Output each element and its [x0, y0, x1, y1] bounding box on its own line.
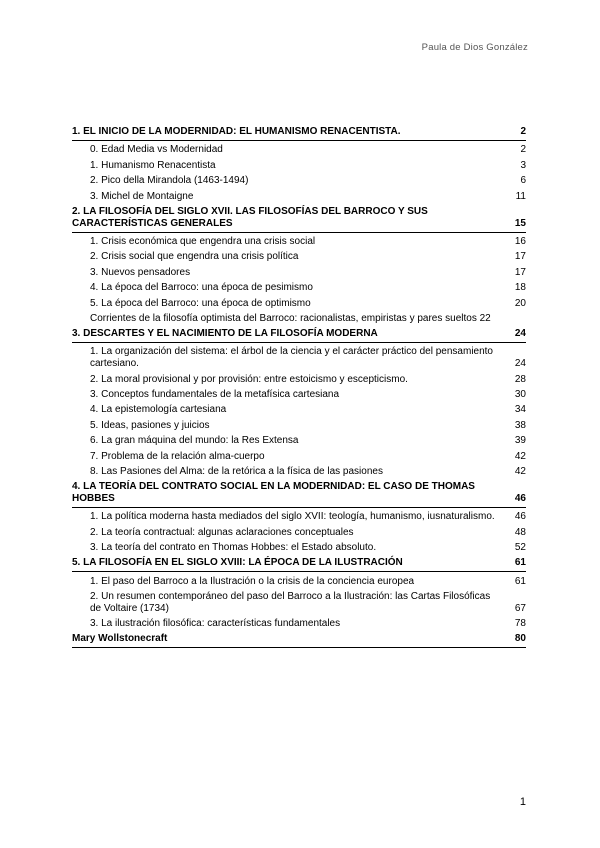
- toc-section-entry[interactable]: [72, 144, 526, 156]
- toc-entry-page: 42: [514, 450, 526, 462]
- toc-entry-title: 4. La epistemología cartesiana: [90, 404, 227, 416]
- toc-entry-page: 16: [514, 235, 526, 247]
- toc-chapter-entry[interactable]: [72, 557, 526, 569]
- toc-section-entry[interactable]: [72, 175, 526, 187]
- toc-entry-title: 2. La moral provisional y por provisión: entre estoicismo y escepticismo.: [90, 373, 408, 385]
- toc-section-entry[interactable]: [72, 298, 526, 310]
- toc-entry-page: 61: [514, 575, 526, 587]
- toc-entry-title: 0. Edad Media vs Modernidad: [90, 144, 223, 156]
- toc-chapter-entry[interactable]: [72, 481, 526, 505]
- toc-section-entry[interactable]: [72, 267, 526, 279]
- toc-entry-title: 7. Problema de la relación alma-cuerpo: [90, 450, 265, 462]
- toc-section-entry[interactable]: [72, 374, 526, 386]
- toc-entry-page: 24: [514, 327, 526, 339]
- toc-entry-page: 6: [520, 175, 526, 187]
- toc-entry-title: 3. Conceptos fundamentales de la metafísica cartesiana: [90, 389, 340, 401]
- toc-entry-title: 5. Ideas, pasiones y juicios: [90, 419, 210, 431]
- toc-entry-title: 2. Crisis social que engendra una crisis política: [90, 251, 299, 263]
- chapter-divider: [72, 342, 526, 343]
- toc-entry-title: 8. Las Pasiones del Alma: de la retórica a la física de las pasiones: [90, 466, 383, 478]
- running-header: Paula de Dios González: [421, 42, 528, 53]
- toc-entry-page: 2: [520, 126, 526, 137]
- toc-section-entry[interactable]: [72, 236, 526, 248]
- toc-entry-page: 30: [514, 389, 526, 401]
- toc-entry-title: Mary Wollstonecraft: [72, 633, 168, 645]
- toc-section-entry[interactable]: [72, 251, 526, 263]
- toc-entry-title: 3. Nuevos pensadores: [90, 266, 191, 278]
- toc-entry-page: 2: [520, 144, 526, 156]
- toc-entry-page: 39: [514, 435, 526, 447]
- toc-section-entry[interactable]: [72, 160, 526, 172]
- toc-section-entry[interactable]: [72, 466, 526, 478]
- toc-entry-page: 15: [514, 217, 526, 229]
- toc-chapter-entry[interactable]: [72, 126, 526, 138]
- toc-entry-page: 24: [514, 358, 526, 370]
- toc-entry-title: 4. La época del Barroco: una época de pesimismo: [90, 282, 313, 294]
- chapter-divider: [72, 232, 526, 233]
- toc-entry-page: 34: [514, 404, 526, 416]
- toc-entry-page: 61: [514, 557, 526, 569]
- toc-entry-title: 1. Crisis económica que engendra una crisis social: [90, 235, 316, 247]
- toc-section-entry[interactable]: [72, 618, 526, 630]
- toc-entry-page: 78: [514, 618, 526, 630]
- toc-entry-title: 1. La política moderna hasta mediados del siglo XVII: teología, humanismo, iusnaturalismo.: [90, 511, 495, 523]
- toc-entry-title: 1. EL INICIO DE LA MODERNIDAD: EL HUMANISMO RENACENTISTA.: [72, 126, 401, 137]
- toc-entry-title: 3. Michel de Montaigne: [90, 190, 194, 202]
- toc-section-entry[interactable]: [72, 576, 526, 588]
- toc-entry-title: 2. Un resumen contemporáneo del paso del Barroco a la Ilustración: las Cartas Filosóficas de Voltaire (1734): [90, 590, 491, 614]
- toc-chapter-entry[interactable]: [72, 633, 526, 645]
- table-of-contents: [72, 126, 526, 648]
- toc-entry-page: 20: [514, 297, 526, 309]
- toc-entry-title: 1. El paso del Barroco a la Ilustración o la crisis de la conciencia europea: [90, 575, 415, 587]
- toc-entry-title: Corrientes de la filosofía optimista del Barroco: racionalistas, empiristas y pares sueltos: [90, 312, 477, 324]
- toc-entry-title: 3. La ilustración filosófica: características fundamentales: [90, 618, 341, 630]
- chapter-divider: [72, 507, 526, 508]
- toc-entry-page: 42: [514, 466, 526, 478]
- toc-section-entry[interactable]: [72, 435, 526, 447]
- toc-section-entry[interactable]: [72, 527, 526, 539]
- toc-entry-title: 5. La época del Barroco: una época de optimismo: [90, 297, 311, 309]
- toc-entry-page: 17: [514, 266, 526, 278]
- toc-entry-page: 48: [514, 526, 526, 538]
- toc-section-entry[interactable]: [72, 282, 526, 294]
- toc-section-entry[interactable]: [72, 404, 526, 416]
- toc-section-entry[interactable]: [72, 389, 526, 401]
- toc-section-entry[interactable]: [72, 191, 526, 203]
- toc-entry-page: 46: [514, 493, 526, 505]
- page-number: 1: [519, 796, 526, 808]
- toc-entry-sub[interactable]: [72, 313, 526, 325]
- toc-section-entry[interactable]: [72, 451, 526, 463]
- toc-entry-page: 18: [514, 282, 526, 294]
- toc-entry-page: 46: [514, 511, 526, 523]
- toc-entry-title: 2. La teoría contractual: algunas aclaraciones conceptuales: [90, 526, 354, 538]
- toc-entry-title: 4. LA TEORÍA DEL CONTRATO SOCIAL EN LA MODERNIDAD: EL CASO DE THOMAS HOBBES: [72, 481, 475, 505]
- toc-entry-page: 22: [479, 312, 491, 324]
- toc-entry-title: 1. La organización del sistema: el árbol de la ciencia y el carácter práctico del pensamiento cartesiano.: [90, 346, 493, 370]
- toc-entry-page: 11: [515, 190, 526, 202]
- toc-entry-page: 3: [520, 159, 526, 171]
- chapter-divider: [72, 647, 526, 648]
- chapter-divider: [72, 140, 526, 141]
- toc-entry-title: 3. La teoría del contrato en Thomas Hobbes: el Estado absoluto.: [90, 542, 377, 554]
- toc-entry-page: 67: [514, 602, 526, 614]
- toc-entry-page: 80: [514, 633, 526, 645]
- toc-entry-title: 1. Humanismo Renacentista: [90, 159, 216, 171]
- toc-section-entry[interactable]: [72, 420, 526, 432]
- toc-entry-title: 2. LA FILOSOFÍA DEL SIGLO XVII. LAS FILOSOFÍAS DEL BARROCO Y SUS CARACTERÍSTICAS GENERALES: [72, 205, 428, 229]
- toc-entry-page: 28: [514, 373, 526, 385]
- toc-entry-page: 17: [514, 251, 526, 263]
- toc-section-entry[interactable]: [72, 346, 526, 370]
- toc-entry-page: 52: [514, 542, 526, 554]
- toc-entry-title: 2. Pico della Mirandola (1463-1494): [90, 175, 249, 187]
- toc-entry-title: 5. LA FILOSOFÍA EN EL SIGLO XVIII: LA ÉPOCA DE LA ILUSTRACIÓN: [72, 557, 403, 569]
- toc-chapter-entry[interactable]: [72, 328, 526, 340]
- toc-section-entry[interactable]: [72, 542, 526, 554]
- toc-entry-page: 38: [514, 419, 526, 431]
- toc-entry-title: 3. DESCARTES Y EL NACIMIENTO DE LA FILOSOFÍA MODERNA: [72, 327, 378, 339]
- toc-entry-title: 6. La gran máquina del mundo: la Res Extensa: [90, 435, 299, 447]
- toc-chapter-entry[interactable]: [72, 206, 526, 230]
- toc-section-entry[interactable]: [72, 591, 526, 615]
- chapter-divider: [72, 571, 526, 572]
- toc-section-entry[interactable]: [72, 511, 526, 523]
